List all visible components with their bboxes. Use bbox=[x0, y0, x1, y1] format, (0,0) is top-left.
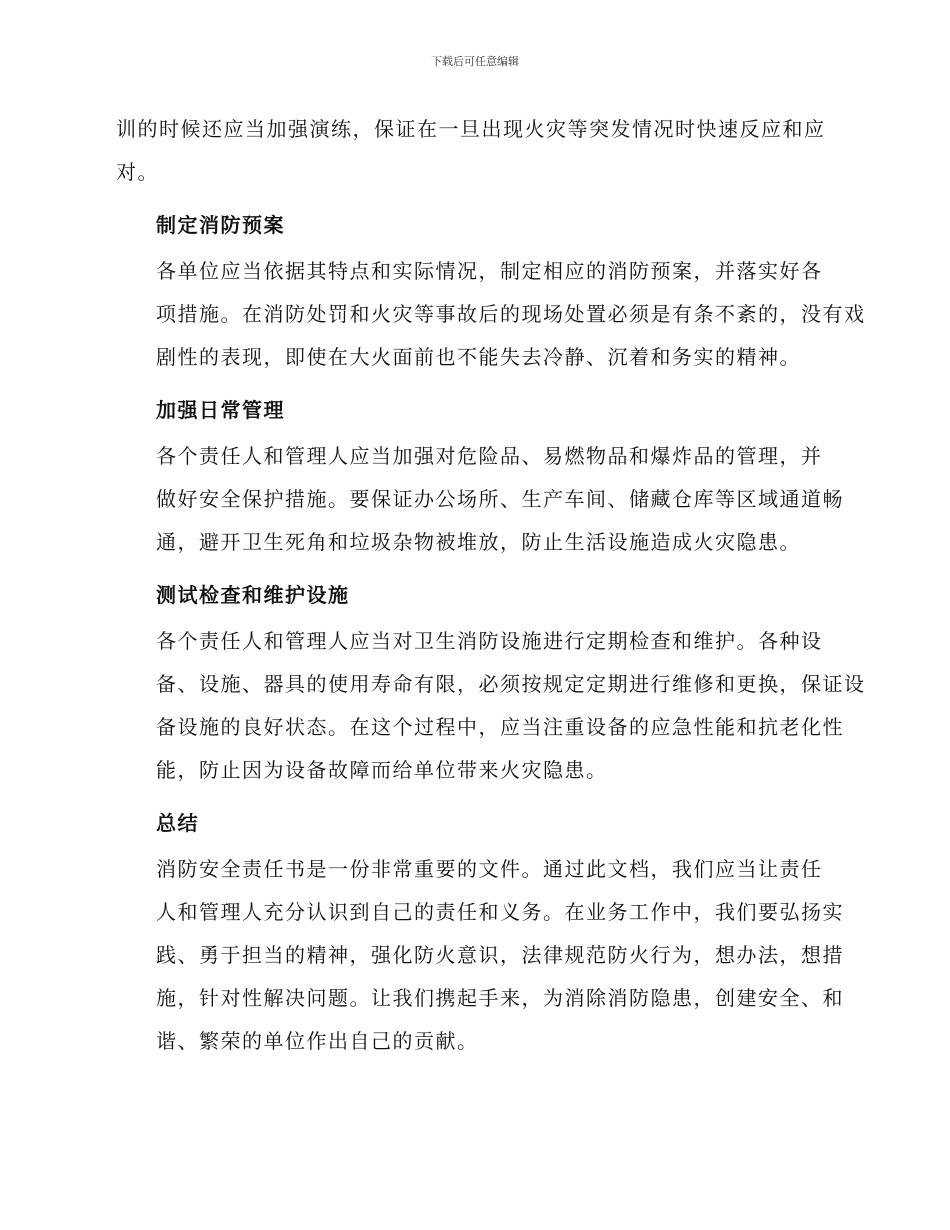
text-line: 通，避开卫生死角和垃圾杂物被堆放，防止生活设施造成火灾隐患。 bbox=[156, 530, 801, 554]
text-line: 对。 bbox=[116, 160, 159, 184]
text-line: 践、勇于担当的精神，强化防火意识，法律规范防火行为，想办法，想措 bbox=[156, 943, 844, 967]
text-line: 做好安全保护措施。要保证办公场所、生产车间、储藏仓库等区域通道畅 bbox=[156, 487, 844, 511]
section-paragraph-inspection bbox=[116, 620, 866, 792]
section-heading-plan: 制定消防预案 bbox=[156, 213, 285, 237]
section-heading-summary: 总结 bbox=[156, 811, 199, 835]
text-line: 项措施。在消防处罚和火灾等事故后的现场处置必须是有条不紊的，没有戏 bbox=[156, 302, 866, 326]
section-paragraph-daily-management bbox=[116, 435, 844, 564]
text-line: 消防安全责任书是一份非常重要的文件。通过此文档，我们应当让责任 bbox=[156, 857, 823, 881]
text-line: 训的时候还应当加强演练，保证在一旦出现火灾等突发情况时快速反应和应 bbox=[116, 117, 826, 141]
text-line: 能，防止因为设备故障而给单位带来火灾隐患。 bbox=[156, 758, 608, 782]
section-heading-daily-management: 加强日常管理 bbox=[156, 398, 285, 422]
text-line: 各个责任人和管理人应当对卫生消防设施进行定期检查和维护。各种设 bbox=[156, 629, 823, 653]
text-line: 各个责任人和管理人应当加强对危险品、易燃物品和爆炸品的管理，并 bbox=[156, 444, 823, 468]
text-line: 人和管理人充分认识到自己的责任和义务。在业务工作中，我们要弘扬实 bbox=[156, 900, 844, 924]
text-line: 各单位应当依据其特点和实际情况，制定相应的消防预案，并落实好各 bbox=[156, 259, 823, 283]
section-paragraph-summary bbox=[116, 848, 844, 1063]
text-line: 剧性的表现，即使在大火面前也不能失去冷静、沉着和务实的精神。 bbox=[156, 345, 801, 369]
text-line: 备设施的良好状态。在这个过程中，应当注重设备的应急性能和抗老化性 bbox=[156, 715, 844, 739]
section-heading-inspection: 测试检查和维护设施 bbox=[156, 583, 350, 607]
page-header-note: 下载后可任意编辑 bbox=[431, 55, 519, 68]
document-body bbox=[116, 108, 866, 1063]
section-paragraph-plan bbox=[116, 250, 866, 379]
text-line: 谐、繁荣的单位作出自己的贡献。 bbox=[156, 1029, 479, 1053]
text-line: 施，针对性解决问题。让我们携起手来，为消除消防隐患，创建安全、和 bbox=[156, 986, 844, 1010]
text-line: 备、设施、器具的使用寿命有限，必须按规定定期进行维修和更换，保证设 bbox=[156, 672, 866, 696]
intro-paragraph bbox=[116, 108, 832, 194]
